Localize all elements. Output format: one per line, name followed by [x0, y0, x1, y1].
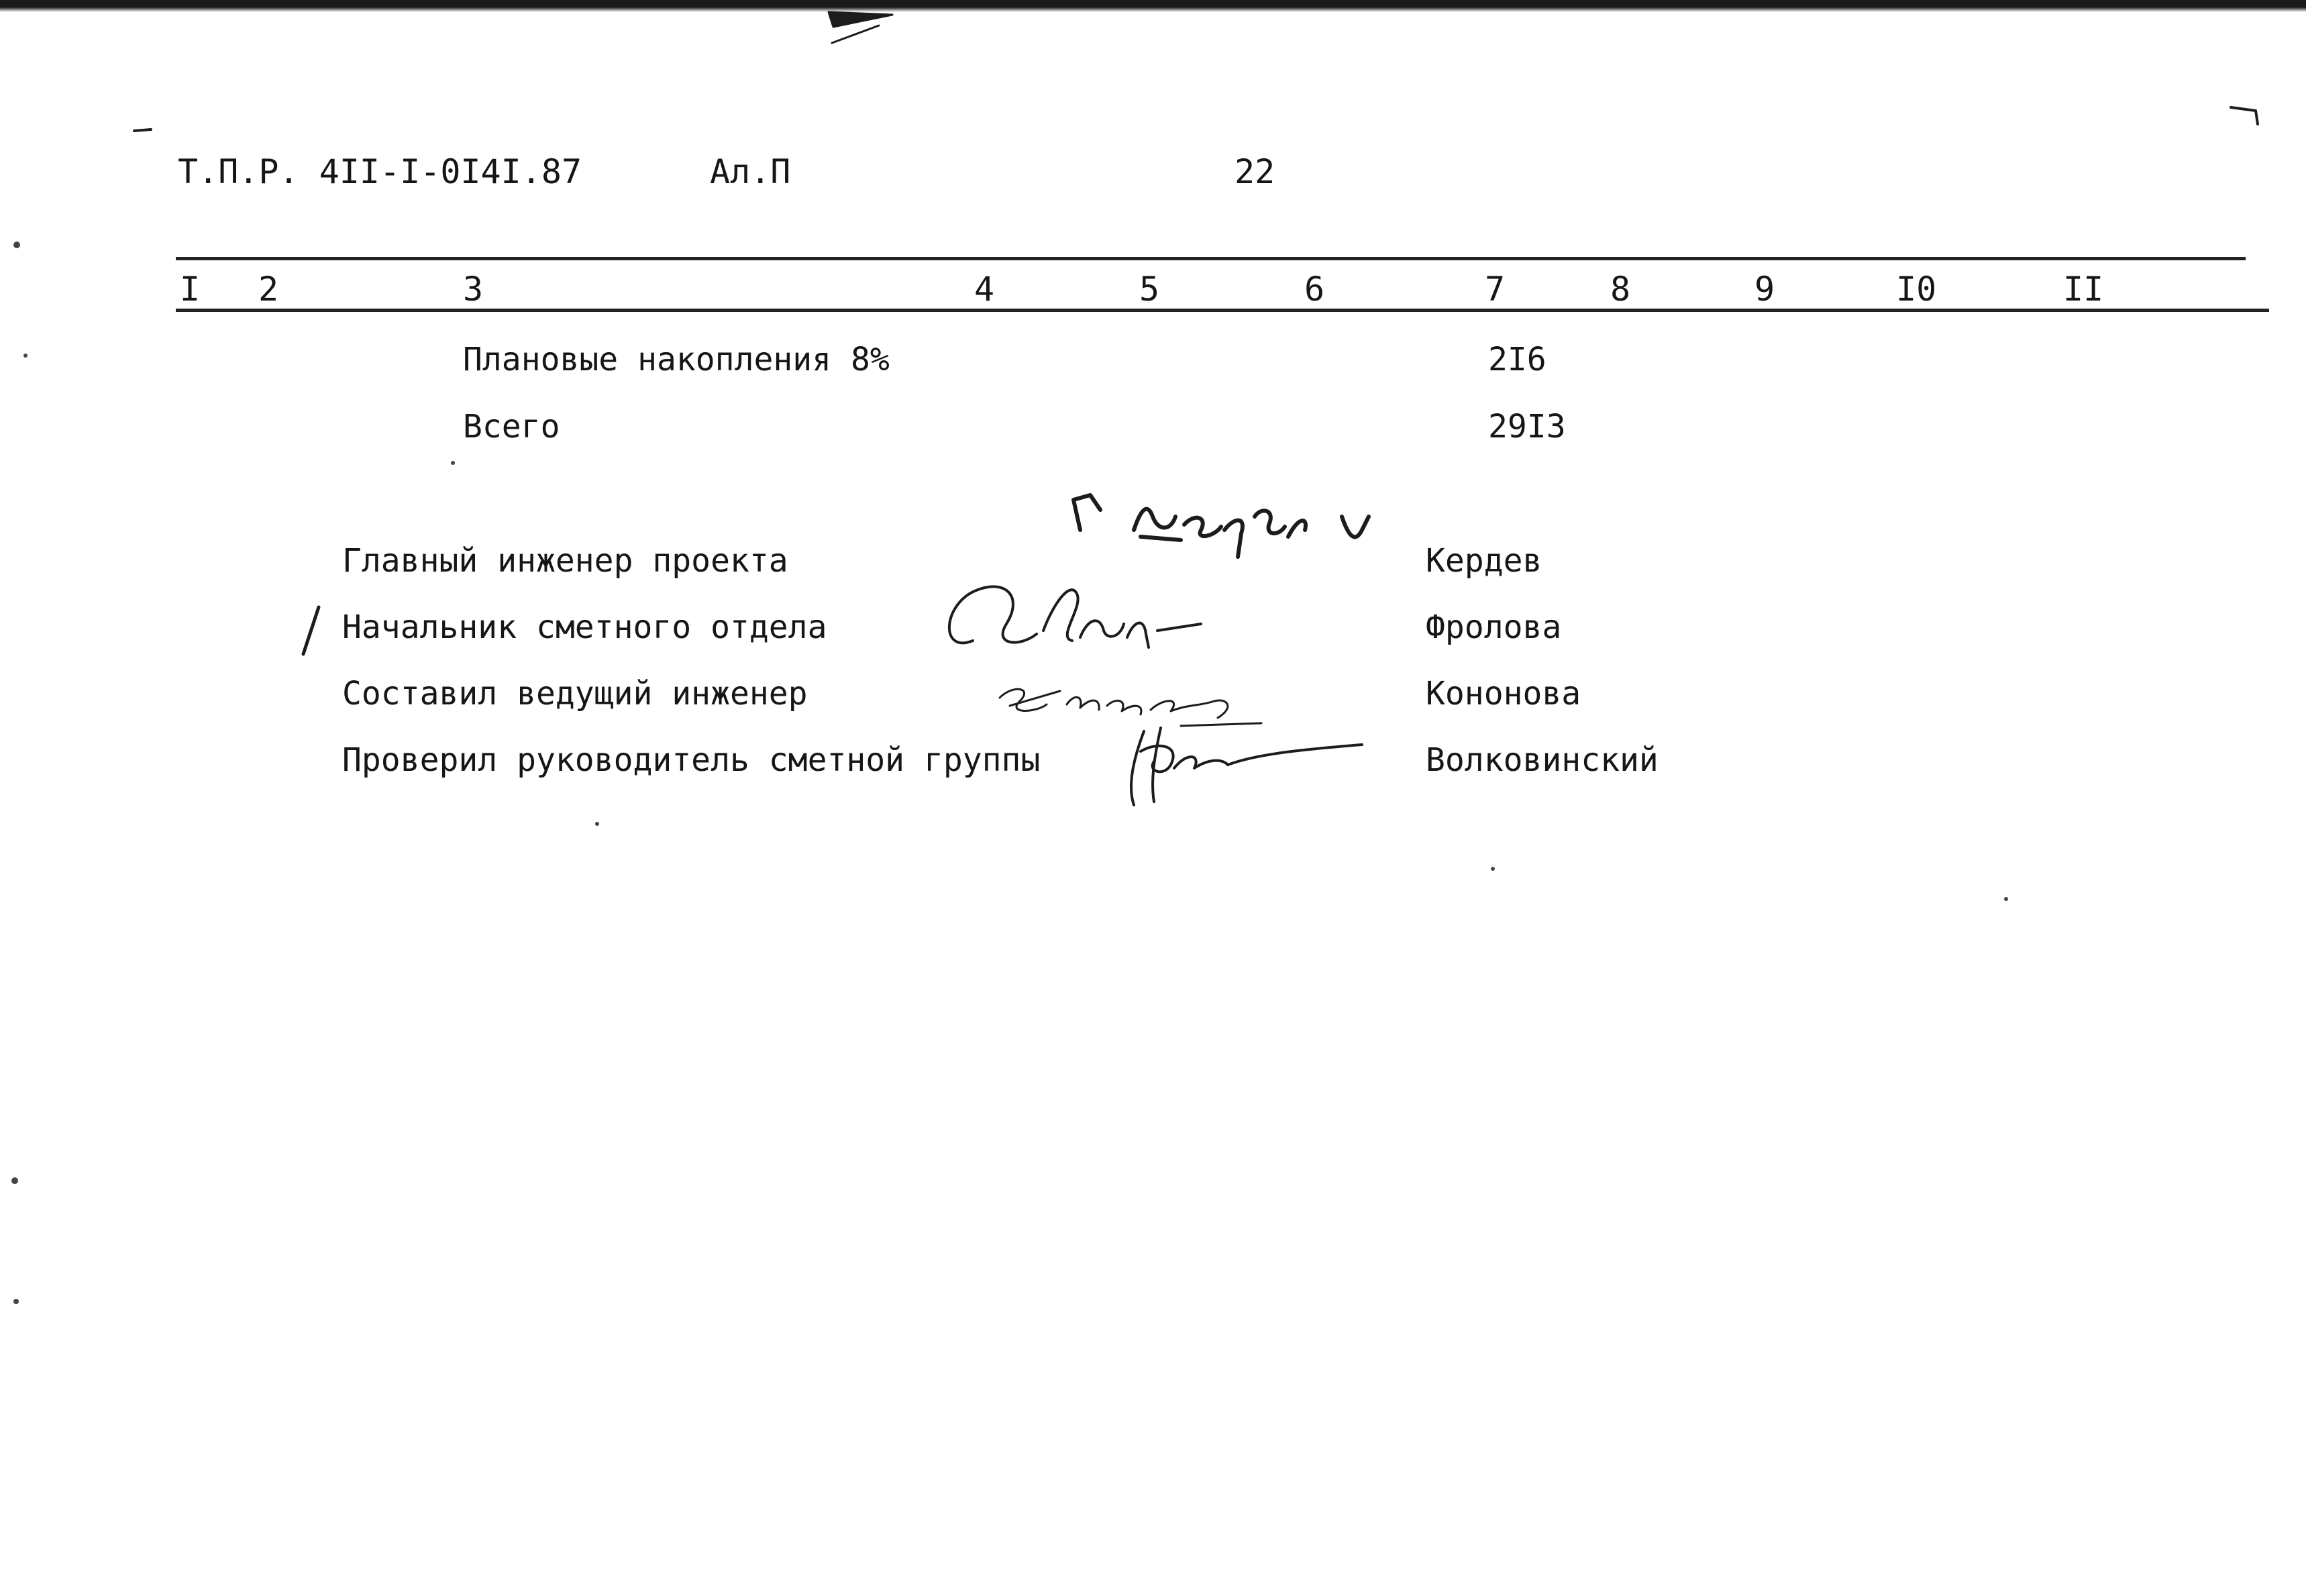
- row-value-total: 29I3: [1488, 408, 1566, 445]
- column-number: I: [180, 270, 201, 309]
- scan-specks: [11, 242, 2008, 1304]
- signature-chief-engineer: [1073, 495, 1369, 557]
- corner-mark: [2231, 107, 2258, 124]
- column-number: 4: [974, 270, 995, 309]
- document-code: Т.П.Р. 4II-I-0I4I.87: [178, 152, 582, 191]
- column-number: 9: [1754, 270, 1775, 309]
- pen-mark: [829, 12, 892, 27]
- signature-role-checker: Проверил руководитель сметной группы: [342, 741, 1041, 779]
- row-label-planned-savings: Плановые накопления 8%: [463, 341, 890, 378]
- signature-compiler: [1000, 689, 1261, 726]
- row-value-planned-savings: 2I6: [1488, 341, 1547, 378]
- column-number: 7: [1485, 270, 1506, 309]
- column-number: I0: [1896, 270, 1937, 309]
- signature-role-compiler: Составил ведущий инженер: [342, 675, 808, 712]
- column-number: 6: [1304, 270, 1325, 309]
- column-number: 3: [463, 270, 484, 309]
- signature-name-compiler: Кононова: [1426, 675, 1581, 712]
- album-label: Ал.П: [710, 152, 791, 191]
- signature-name-checker: Волковинский: [1426, 741, 1659, 779]
- signature-name-estimate-head: Фролова: [1426, 608, 1562, 646]
- signature-role-chief-engineer: Главный инженер проекта: [342, 542, 788, 580]
- column-number: II: [2063, 270, 2104, 309]
- margin-mark: [134, 129, 151, 131]
- slash-mark: [303, 607, 319, 654]
- column-number: 8: [1610, 270, 1631, 309]
- signature-name-chief-engineer: Кердев: [1426, 542, 1542, 580]
- row-label-total: Всего: [463, 408, 560, 445]
- signature-role-estimate-head: Начальник сметного отдела: [342, 608, 827, 646]
- pen-stroke: [832, 25, 879, 43]
- signature-checker: [1131, 728, 1362, 805]
- column-number: 2: [258, 270, 279, 309]
- signature-estimate-head: [949, 586, 1201, 647]
- column-number: 5: [1139, 270, 1160, 309]
- page-number: 22: [1235, 152, 1275, 191]
